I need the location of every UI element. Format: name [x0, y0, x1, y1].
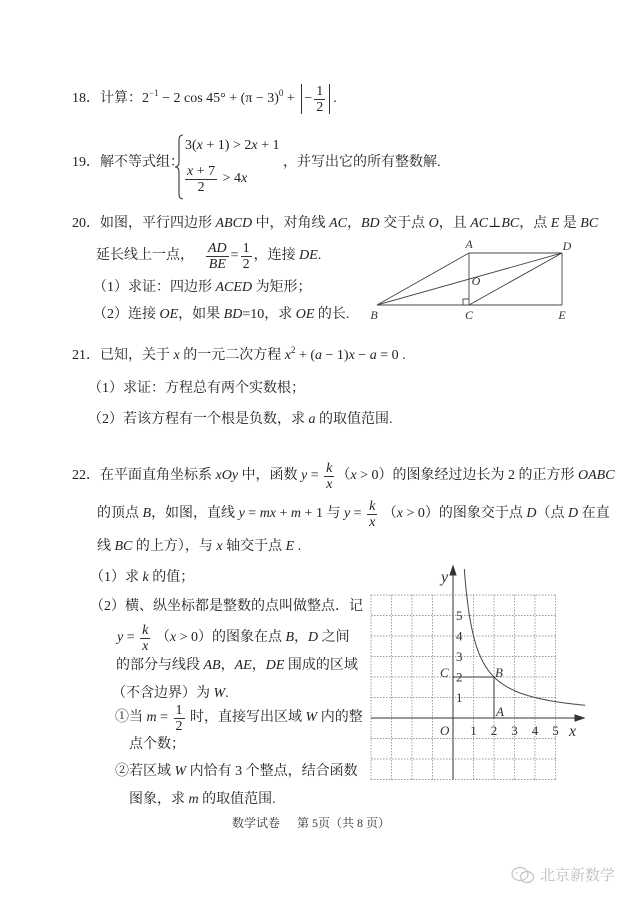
- text: 的一元二次方程: [179, 348, 285, 363]
- q22-sub-2-line-1: [90, 597, 363, 617]
- frac-numerator: 1: [175, 702, 183, 718]
- point-B-label: B: [495, 665, 503, 680]
- var: B: [142, 506, 152, 521]
- q21-line-1: [72, 346, 406, 366]
- text: （2）连接: [93, 307, 160, 322]
- frac-denominator: x: [142, 638, 149, 654]
- text: 的部分与线段: [116, 658, 204, 673]
- var: ACED: [215, 280, 253, 295]
- equals: =: [230, 248, 239, 263]
- var: DE: [299, 248, 318, 263]
- q22-sub-2-line-4: [112, 684, 229, 704]
- q19-brace: [174, 134, 184, 200]
- q19-line: [72, 153, 184, 173]
- frac-numerator: k: [142, 622, 149, 638]
- text: ，: [220, 658, 235, 673]
- var: BC: [501, 216, 520, 231]
- text: +: [276, 506, 291, 521]
- var: AB: [203, 658, 221, 673]
- q19-num-text: + 7: [193, 163, 216, 179]
- var: E: [285, 539, 295, 554]
- text: 如图，平行四边形: [100, 216, 216, 231]
- y-tick-1: 1: [456, 690, 463, 705]
- q19-r1-var: x: [251, 138, 258, 153]
- frac-denominator: x: [369, 514, 376, 530]
- x-axis-arrow-icon: [575, 715, 584, 721]
- text: （1）求证：四边形: [93, 280, 216, 295]
- point-A-label: A: [496, 704, 504, 719]
- y-tick-3: 3: [456, 649, 463, 664]
- frac-denominator: x: [326, 476, 333, 492]
- text: ，如果: [178, 307, 224, 322]
- frac-numerator: k: [326, 460, 333, 476]
- q18-exponent-zero: 0: [278, 87, 284, 98]
- q19-r1-text: + 1: [257, 138, 280, 153]
- var: DE: [265, 658, 285, 673]
- text: > 0）的图象经过边长为 2 的正方形: [356, 468, 579, 483]
- text: 图象，求: [129, 792, 189, 807]
- q19-tail-text: ，并写出它的所有整数解.: [283, 155, 441, 170]
- text: 中，函数: [238, 468, 302, 483]
- half-fraction: [174, 703, 185, 734]
- text: =: [350, 506, 366, 521]
- q18-exponent: −1: [149, 87, 159, 98]
- x-axis-label: x: [569, 723, 577, 740]
- q18-absolute-value: [301, 84, 330, 114]
- q20-line-1: [72, 214, 598, 234]
- var: x: [169, 630, 177, 645]
- text: 延长线上一点，: [96, 248, 194, 263]
- q19-r2-var: x: [241, 171, 248, 186]
- text: ，: [346, 216, 361, 231]
- text: （2）若该方程有一个根是负数，求: [88, 412, 309, 427]
- label-E: E: [558, 308, 566, 322]
- text: ，且: [438, 216, 471, 231]
- var: BC: [114, 539, 133, 554]
- x-tick-5: 5: [552, 723, 559, 738]
- var: D: [568, 506, 579, 521]
- text: 的长.: [314, 307, 350, 322]
- q20-sub-2: [93, 305, 349, 325]
- q20-sub-1: [93, 278, 312, 298]
- q19-tail: [283, 153, 441, 173]
- dotted-grid: [371, 595, 556, 780]
- segment-BD: [377, 253, 562, 305]
- var: y: [117, 630, 124, 645]
- q18-plus: +: [283, 91, 299, 106]
- text: 点个数；: [129, 737, 185, 752]
- q22-sub-1: [90, 568, 194, 588]
- q18-prompt: 计算：: [100, 91, 142, 106]
- text: ，: [294, 630, 309, 645]
- x-tick-3: 3: [511, 723, 518, 738]
- segment-AB: [377, 253, 469, 305]
- brace-path: [175, 135, 183, 199]
- var: ABCD: [215, 216, 253, 231]
- var: OABC: [578, 468, 615, 483]
- q19-prompt: 解不等式组：: [100, 155, 184, 170]
- var: OE: [295, 307, 315, 322]
- text: =: [123, 630, 139, 645]
- var: O: [428, 216, 439, 231]
- var: k: [142, 570, 149, 585]
- text: （2）横、纵坐标都是整数的点叫做整点．记: [90, 599, 363, 614]
- var: W: [174, 764, 187, 779]
- q21-number: 21．: [72, 348, 100, 363]
- text: （不含边界）为: [112, 686, 214, 701]
- text: 的值；: [148, 570, 195, 585]
- var: B: [285, 630, 295, 645]
- text: =10，求: [242, 307, 296, 322]
- text: = 0 .: [376, 348, 406, 363]
- q22-sub-2-line-2: [117, 622, 350, 654]
- var: W: [213, 686, 226, 701]
- q18-frac-denominator: 2: [316, 99, 324, 115]
- var: x: [350, 468, 357, 483]
- text: 时，直接写出区域: [186, 710, 306, 725]
- text: + (: [295, 348, 315, 363]
- q18-base: 2: [142, 91, 149, 106]
- var: x: [216, 539, 223, 554]
- q22-coordinate-graph: [360, 560, 592, 784]
- q19-num-var: x: [187, 163, 194, 179]
- q22-item-1-line-1: [115, 702, 363, 734]
- x-tick-4: 4: [531, 723, 539, 738]
- q19-inequality-1: [185, 136, 279, 156]
- var: a: [308, 412, 316, 427]
- q18-end: .: [333, 91, 337, 106]
- text: .: [317, 248, 322, 263]
- var: W: [305, 710, 318, 725]
- text: > 0）的图象交于点: [403, 506, 527, 521]
- q20-number: 20．: [72, 216, 100, 231]
- text: （1）求证：方程总有两个实数根；: [88, 381, 305, 396]
- var: a: [315, 348, 322, 363]
- text: 内恰有 3 个整点，结合函数: [186, 764, 358, 779]
- var: y: [343, 506, 351, 521]
- wechat-logo-icon: [510, 865, 536, 885]
- var: mx: [259, 506, 277, 521]
- q19-frac-numerator: [185, 164, 217, 180]
- var: D: [308, 630, 319, 645]
- frac-denominator: BE: [208, 256, 226, 272]
- text: 已知，关于: [100, 348, 174, 363]
- frac-denominator: 2: [242, 256, 250, 272]
- frac-numerator: 1: [242, 240, 250, 256]
- q20-ratio-fraction: [206, 241, 229, 272]
- text: （: [336, 468, 351, 483]
- y-axis-arrow-icon: [450, 566, 456, 575]
- q20-line-2: [96, 240, 322, 272]
- text: 中，对角线: [252, 216, 330, 231]
- q22-number: 22．: [72, 468, 100, 483]
- var: AC: [470, 216, 489, 231]
- var: D: [526, 506, 537, 521]
- k-over-x-fraction: [367, 499, 377, 530]
- text: （: [379, 506, 397, 521]
- var: m: [290, 506, 302, 521]
- q18-frac-numerator: 1: [316, 83, 324, 99]
- text: ，如图，直线: [151, 506, 239, 521]
- text: 围成的区域: [284, 658, 358, 673]
- text: 线: [97, 539, 115, 554]
- q22-item-1-line-2: [129, 735, 185, 755]
- text: 在平面直角坐标系: [100, 468, 216, 483]
- q19-number: 19．: [72, 155, 100, 170]
- var: y: [238, 506, 245, 521]
- var: BD: [223, 307, 243, 322]
- label-A: A: [465, 237, 473, 251]
- text: ，点: [519, 216, 551, 231]
- var: BD: [360, 216, 380, 231]
- q18-line: [72, 83, 337, 115]
- q18-abs-minus: −: [304, 91, 313, 106]
- var: AC: [329, 216, 347, 231]
- y-axis-label: y: [441, 569, 449, 586]
- k-over-x-fraction: [140, 623, 150, 654]
- k-over-x-fraction: [324, 461, 334, 492]
- var: m: [188, 792, 199, 807]
- var: AE: [234, 658, 252, 673]
- text: 在直: [578, 506, 610, 521]
- x-tick-1: 1: [470, 723, 477, 738]
- q18-number: 18．: [72, 91, 100, 106]
- text: =: [307, 468, 323, 483]
- footer-subject: 数学试卷: [232, 816, 281, 830]
- right-angle-mark: [463, 299, 469, 305]
- exponent: 2: [290, 344, 296, 355]
- text: ，: [251, 658, 266, 673]
- label-O: O: [471, 274, 481, 288]
- q20-half-fraction: [241, 241, 252, 272]
- var: OE: [159, 307, 179, 322]
- q21-sub-2: [88, 410, 393, 430]
- text: 的取值范围.: [198, 792, 276, 807]
- text: 内的整: [317, 710, 363, 725]
- text: 为矩形；: [252, 280, 312, 295]
- text: ，连接: [253, 248, 300, 263]
- text: .: [225, 686, 229, 701]
- text: 之间: [318, 630, 350, 645]
- frac-numerator: AD: [208, 240, 227, 256]
- q19-frac-denominator: 2: [197, 179, 205, 195]
- text: （1）求: [90, 570, 143, 585]
- text: 是: [559, 216, 581, 231]
- text: ②若区域: [115, 764, 175, 779]
- frac-denominator: 2: [175, 718, 183, 734]
- q22-sub-2-line-3: [116, 656, 358, 676]
- q19-r1-var: x: [196, 138, 203, 153]
- text: 轴交于点: [222, 539, 286, 554]
- label-D: D: [562, 239, 572, 253]
- hyperbola-curve: [464, 569, 585, 705]
- text: =: [244, 506, 260, 521]
- frac-numerator: k: [369, 498, 376, 514]
- q18-fraction: [314, 84, 325, 115]
- text: =: [156, 710, 172, 725]
- y-tick-5: 5: [456, 608, 463, 623]
- var: y: [301, 468, 308, 483]
- q22-item-2-line-1: [115, 762, 358, 782]
- q19-r1-text: + 1) > 2: [202, 138, 252, 153]
- q19-inequality-2: [185, 163, 248, 195]
- perpendicular-symbol: ⊥: [488, 216, 502, 231]
- y-tick-2: 2: [456, 669, 463, 685]
- text: 交于点: [379, 216, 429, 231]
- var: x: [173, 348, 180, 363]
- text: > 0）的图象在点: [176, 630, 286, 645]
- y-tick-4: 4: [456, 628, 463, 644]
- q20-parallelogram-figure: [368, 236, 580, 324]
- text: （: [152, 630, 170, 645]
- label-C: C: [464, 308, 474, 322]
- var: x: [348, 348, 355, 363]
- text: − 1): [322, 348, 349, 363]
- q19-r2-text: > 4: [219, 171, 242, 186]
- text: （点: [536, 506, 569, 521]
- var: x: [284, 348, 291, 363]
- q19-fraction: [185, 164, 217, 195]
- var: x: [396, 506, 404, 521]
- var: E: [550, 216, 560, 231]
- text: 的取值范围.: [315, 412, 393, 427]
- q22-line-2: [97, 498, 610, 530]
- text: + 1 与: [301, 506, 344, 521]
- origin-label: O: [440, 723, 450, 738]
- q22-item-2-line-2: [129, 790, 276, 810]
- q21-sub-1: [88, 379, 305, 399]
- watermark-text: 北京新数学: [540, 866, 616, 884]
- text: 的上方），与: [132, 539, 217, 554]
- q18-middle: − 2 cos 45° + (π − 3): [158, 91, 279, 106]
- text: ①当: [115, 710, 147, 725]
- q19-r1-text: 3(: [185, 138, 197, 153]
- text: −: [354, 348, 370, 363]
- var: xOy: [215, 468, 239, 483]
- q22-line-3: [97, 537, 301, 557]
- text: .: [294, 539, 302, 554]
- footer-page-info: 第 5页（共 8 页）: [297, 816, 391, 830]
- q22-line-1: [72, 460, 615, 492]
- x-tick-2: 2: [490, 723, 498, 738]
- label-B: B: [370, 308, 378, 322]
- var: BC: [580, 216, 599, 231]
- text: 的顶点: [97, 506, 143, 521]
- var: m: [146, 710, 157, 725]
- point-C-label: C: [440, 665, 449, 680]
- var: a: [369, 348, 377, 363]
- segment-CD: [469, 253, 562, 305]
